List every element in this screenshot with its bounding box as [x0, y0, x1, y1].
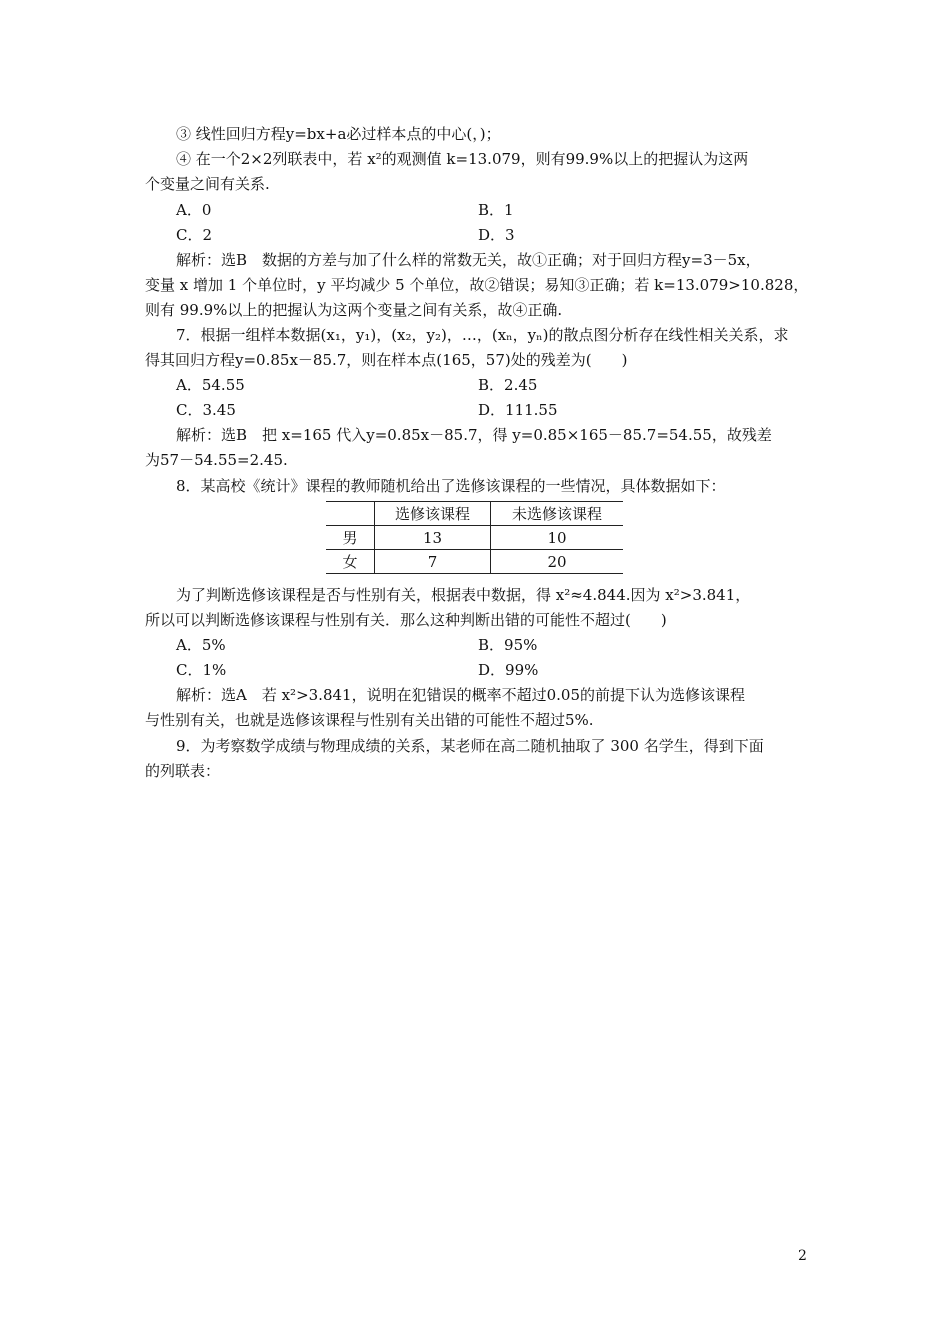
line-statement-4-cont: 个变量之间有关系. — [145, 175, 270, 193]
q7-solution-2: 为57－54.55=2.45. — [145, 451, 288, 469]
q6-solution-2: 变量 x 增加 1 个单位时，y 平均减少 5 个单位，故②错误；易知③正确；若 k=13.079>10.828， — [145, 276, 809, 294]
q6-solution-3: 则有 99.9%以上的把握认为这两个变量之间有关系，故④正确. — [145, 301, 563, 319]
table-header-row — [326, 502, 623, 526]
q8-option-c: C．1% — [176, 661, 227, 679]
q6-option-a: A．0 — [176, 201, 212, 219]
q8-option-b: B．95% — [478, 636, 538, 654]
q8-analysis-2: 所以可以判断选修该课程与性别有关．那么这种判断出错的可能性不超过( ) — [145, 611, 667, 629]
q7-option-b: B．2.45 — [478, 376, 538, 394]
q7-stem-1: 7．根据一组样本数据(x₁，y₁)，(x₂，y₂)，…，(xₙ，yₙ)的散点图分析存在线性相关关系，求 — [176, 326, 789, 344]
contingency-table — [326, 501, 623, 574]
table-cell: 13 — [375, 526, 491, 550]
q9-stem-2: 的列联表： — [145, 762, 221, 780]
q7-option-a: A．54.55 — [176, 376, 245, 394]
q6-option-d: D．3 — [478, 226, 515, 244]
table-cell: 女 — [326, 550, 375, 574]
q8-solution-1: 解析：选A 若 x²>3.841，说明在犯错误的概率不超过0.05的前提下认为选修该课程 — [176, 686, 745, 704]
table-cell: 20 — [491, 550, 624, 574]
table-header-cell: 未选修该课程 — [491, 502, 624, 526]
q6-option-b: B．1 — [478, 201, 514, 219]
line-statement-3: ③ 线性回归方程y=bx+a必过样本点的中心(，)； — [176, 125, 501, 143]
table-row — [326, 526, 623, 550]
q6-solution-1: 解析：选B 数据的方差与加了什么样的常数无关，故①正确；对于回归方程y=3－5x， — [176, 251, 761, 269]
table-cell: 10 — [491, 526, 624, 550]
table-cell: 男 — [326, 526, 375, 550]
q8-option-d: D．99% — [478, 661, 539, 679]
table-row — [326, 550, 623, 574]
q7-option-d: D．111.55 — [478, 401, 558, 419]
table-header-cell: 选修该课程 — [375, 502, 491, 526]
q7-solution-1: 解析：选B 把 x=165 代入y=0.85x－85.7，得 y=0.85×165－85.7=54.55，故残差 — [176, 426, 772, 444]
page-number: 2 — [798, 1248, 807, 1264]
q8-solution-2: 与性别有关，也就是选修该课程与性别有关出错的可能性不超过5%. — [145, 711, 594, 729]
q7-option-c: C．3.45 — [176, 401, 236, 419]
table-header-cell — [326, 502, 375, 526]
q8-stem: 8．某高校《统计》课程的教师随机给出了选修该课程的一些情况，具体数据如下： — [176, 477, 726, 495]
q6-option-c: C．2 — [176, 226, 213, 244]
q8-option-a: A．5% — [176, 636, 226, 654]
q7-stem-2: 得其回归方程y=0.85x－85.7，则在样本点(165，57)处的残差为( ) — [145, 351, 628, 369]
line-statement-4: ④ 在一个2×2列联表中，若 x²的观测值 k=13.079，则有99.9%以上的把握认为这两 — [176, 150, 749, 168]
q9-stem-1: 9．为考察数学成绩与物理成绩的关系，某老师在高二随机抽取了 300 名学生，得到下面 — [176, 737, 764, 755]
table-cell: 7 — [375, 550, 491, 574]
q8-analysis-1: 为了判断选修该课程是否与性别有关，根据表中数据，得 x²≈4.844.因为 x²>3.841， — [176, 586, 751, 604]
